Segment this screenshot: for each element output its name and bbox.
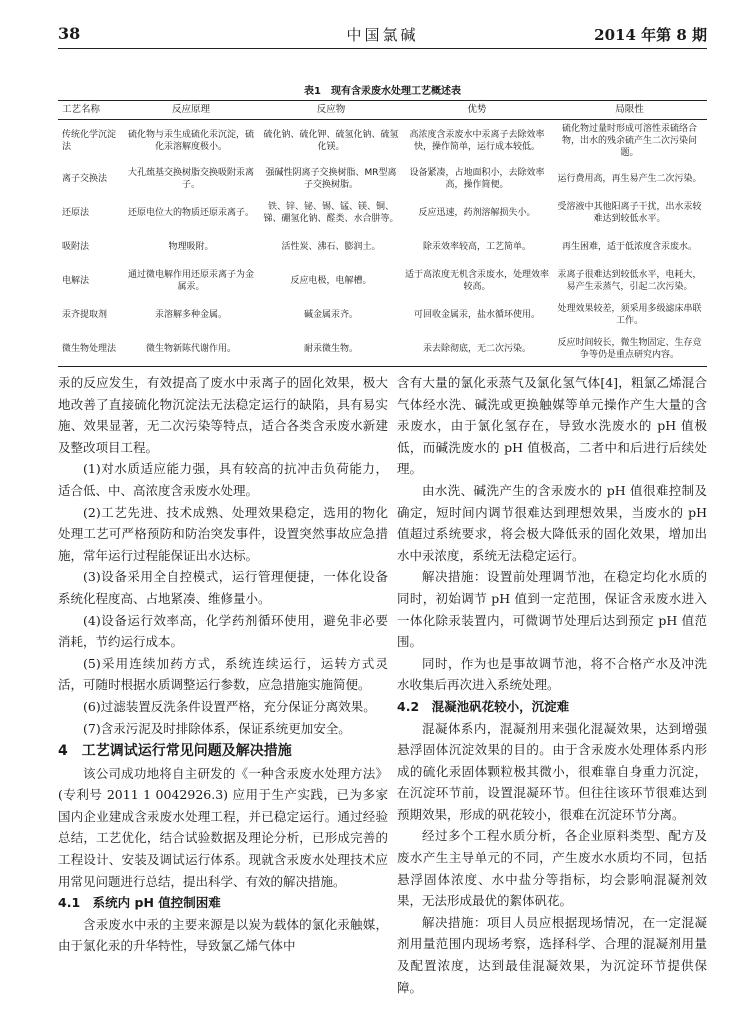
table-row: [58, 196, 707, 230]
table-cell: 再生困难，适于低浓度含汞废水。: [561, 242, 697, 252]
table-cell: 铁、锌、铋、锡、锰、镁、铜、锑、硼氢化钠、醛类、水合肼等。: [263, 202, 399, 224]
body-paragraph: 汞的反应发生，有效提高了废水中汞离子的固化效果，极大地改善了直接硫化物沉淀法无法稳定运行的缺陷，具有易实施、效果显著，无二次污染等特点，适合各类含汞废水新建及整改项目工程。: [58, 375, 388, 455]
table-header-row: [58, 101, 707, 120]
table-cell: 离子交换法: [62, 174, 108, 184]
table-cell: 活性炭、沸石、膨润土。: [281, 242, 381, 252]
table-cell: 耐汞微生物。: [260, 332, 402, 367]
table-cell: 设备紧凑，占地面积小，去除效率高，操作简便。: [409, 168, 545, 190]
body-paragraph: 含汞废水中汞的主要来源是以炭为载体的氯化汞触媒，由于氯化汞的升华特性，导致氯乙烯气体中: [58, 916, 388, 954]
table-cell: 反应电极，电解槽。: [290, 276, 372, 286]
table-row: [58, 298, 707, 332]
page-number: 38: [58, 24, 81, 43]
body-paragraph: 混凝体系内，混凝剂用来强化混凝效果，达到增强悬浮固体沉淀效果的目的。由于含汞废水处理体系内形成的硫化汞固体颗粒极其微小，很难靠自身重力沉淀，在沉淀环节前，设置混凝环节。但往往该环节很难达到预期效果，形成的矾花较小，很难在沉淀环节分离。: [397, 720, 707, 822]
body-paragraph: 含有大量的氯化汞蒸气及氯化氢气体[4]，粗氯乙烯混合气体经水洗、碱洗或更换触媒等单元操作产生大量的含汞废水，由于氯化氢存在，导致水洗废水的 pH 值极低，而碱洗废水的 pH 值极高，二者中和后进行后续处理。: [397, 375, 707, 477]
subsection-heading: 4.1 系统内 pH 值控制困难: [58, 895, 221, 911]
body-paragraph: 经过多个工程水质分析，各企业原料类型、配方及废水产生主导单元的不同，产生废水水质均不同，包括悬浮固体浓度、水中盐分等指标，均会影响混凝剂效果，无法形成最优的絮体矾花。: [397, 828, 707, 909]
table-cell: 还原电位大的物质还原汞离子。: [127, 208, 254, 218]
table-title: 表1 现有含汞废水处理工艺概述表: [304, 86, 461, 97]
list-item: (2)工艺先进、技术成熟、处理效果稳定，选用的物化处理工艺可严格预防和防治突发事件，设置突然事故应急措施，常年运行过程能保证出水达标。: [58, 504, 388, 563]
table-cell: 汞去除彻底，无二次污染。: [402, 332, 552, 367]
col-header-principle: 反应原理: [122, 101, 260, 120]
table-cell: 微生物处理法: [58, 332, 122, 367]
body-paragraph: 同时，作为也是事故调节池，将不合格产水及冲洗水收集后再次进入系统处理。: [397, 655, 707, 693]
list-item: (3)设备采用全自控模式，运行管理便捷，一体化设备系统化程度高、占地紧凑、维修量小。: [58, 569, 388, 606]
table-cell: 适于高浓度无机含汞废水，处理效率较高。: [404, 270, 549, 292]
table-cell: 传统化学沉淀法: [62, 130, 117, 152]
col-header-process: 工艺名称: [58, 101, 122, 120]
table-cell: 汞离子很难达到较低水平，电耗大，易产生汞蒸气，引起二次污染。: [557, 270, 702, 292]
issue-label: 2014 年第 8 期: [594, 26, 707, 44]
left-column: [58, 372, 388, 957]
process-table: [58, 100, 707, 367]
col-header-advantage: 优势: [402, 101, 552, 120]
table-cell: 汞齐提取剂: [62, 310, 108, 320]
table-row: [58, 120, 707, 163]
table-cell: 反应时间较长，微生物固定、生存竞争等仍是重点研究内容。: [552, 332, 707, 367]
table-cell: 反应迅速，药剂溶解损失小。: [418, 208, 536, 218]
table-cell: 吸附法: [62, 242, 90, 252]
list-item: (4)设备运行效率高，化学药剂循环使用，避免非必要消耗，节约运行成本。: [58, 612, 388, 650]
table-cell: 硫化物过量时形成可溶性汞硫络合物，出水的残余硫产生二次污染问题。: [561, 124, 697, 158]
right-column: [397, 372, 707, 998]
table-cell: 大孔巯基交换树脂交换吸附汞离子。: [127, 168, 254, 190]
table-cell: 碱金属汞齐。: [303, 310, 358, 320]
section-heading: 4 工艺调试运行常见问题及解决措施: [58, 743, 292, 760]
table-cell: 可回收金属汞，盐水循环使用。: [413, 310, 540, 320]
table-row: [58, 230, 707, 264]
table-cell: 受溶液中其他阳离子干扰，出水汞较难达到较低水平。: [557, 202, 702, 224]
table-cell: 电解法: [62, 276, 90, 286]
table-cell: 物理吸附。: [168, 242, 214, 252]
subsection-heading: 4.2 混凝池矾花较小，沉淀难: [397, 698, 570, 714]
col-header-limitation: 局限性: [552, 101, 707, 120]
body-paragraph: 由水洗、碱洗产生的含汞废水的 pH 值很难控制及确定，短时间内调节很难达到理想效果，当废水的 pH 值超过系统要求，将会极大降低汞的固化效果，增加出水中汞浓度，系统无法稳定运行。: [397, 482, 707, 563]
table-cell: 除汞效率较高，工艺简单。: [422, 242, 531, 252]
table-cell: 运行费用高，再生易产生二次污染。: [557, 174, 702, 184]
list-item: (5)采用连续加药方式，系统连续运行，运转方式灵活，可随时根据水质调整运行参数，应急措施实施简便。: [58, 655, 388, 693]
table-row: [58, 162, 707, 196]
body-paragraph: 该公司成功地将自主研发的《一种含汞废水处理方法》(专利号 2011 1 0042926.3) 应用于生产实践，已为多家国内企业建成含汞废水处理工程，并已稳定运行。通过经验总结，工艺优化，结合试验数据及理论分析，已形成完善的工程设计、安装及调试运行体系。现就含汞废水处理技术应用常见问题进行总结，提出科学、有效的解决措施。: [58, 765, 388, 889]
table-cell: 硫化钠、硫化钾、硫氢化钠、硫氢化镁。: [263, 130, 399, 152]
table-cell: 通过微电解作用还原汞离子为金属汞。: [127, 270, 254, 292]
table-cell: 还原法: [62, 208, 90, 218]
list-item: (7)含汞污泥及时排除体系，保证系统更加安全。: [83, 720, 351, 736]
table-cell: 汞溶解多种金属。: [154, 310, 227, 320]
journal-name: 中国氯碱: [346, 26, 419, 44]
col-header-reactant: 反应物: [260, 101, 402, 120]
table-row: [58, 264, 707, 298]
table-cell: 硫化物与汞生成硫化汞沉淀，硫化汞溶解度极小。: [127, 130, 254, 152]
list-item: (6)过滤装置反洗条件设置严格，充分保证分离效果。: [83, 698, 376, 714]
table-cell: 处理效果较差，须采用多级滤床串联工作。: [557, 304, 702, 326]
table-cell: 高浓度含汞废水中汞离子去除效率快，操作简单，运行成本较低。: [409, 130, 545, 152]
body-paragraph: 解决措施：项目人员应根据现场情况，在一定混凝剂用量范围内现场考察，选择科学、合理的混凝剂用量及配置浓度，达到最佳混凝效果，为沉淀环节提供保障。: [397, 914, 707, 995]
list-item: (1)对水质适应能力强，具有较高的抗冲击负荷能力，适合低、中、高浓度含汞废水处理。: [58, 461, 388, 498]
body-paragraph: 解决措施：设置前处理调节池，在稳定均化水质的同时，初始调节 pH 值到一定范围，保证含汞废水进入一体化除汞装置内，可微调节处理后达到预定 pH 值范围。: [397, 569, 707, 650]
table-row: [58, 332, 707, 367]
page-header: [58, 20, 707, 49]
table-cell: 强碱性阴离子交换树脂、MR型离子交换树脂。: [265, 168, 397, 190]
table-cell: 微生物新陈代谢作用。: [122, 332, 260, 367]
